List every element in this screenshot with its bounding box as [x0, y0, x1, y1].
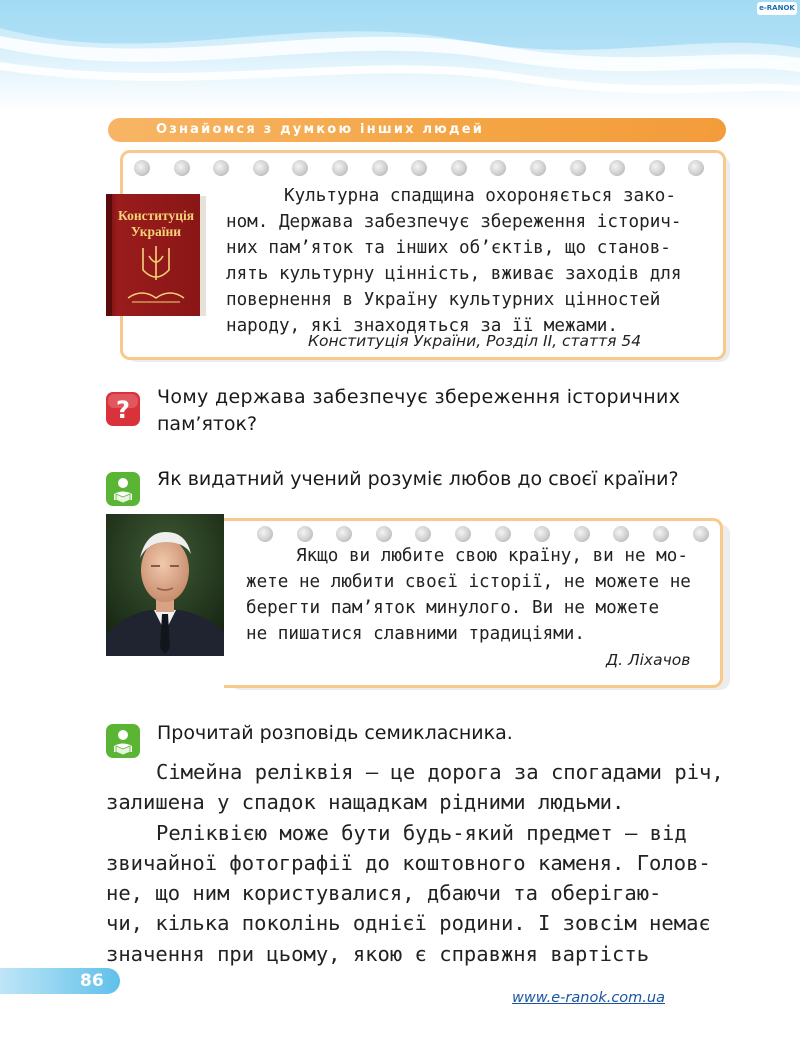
binding-ring	[693, 526, 709, 542]
constitution-source: Конституція України, Розділ ІІ, стаття 54	[308, 332, 642, 350]
binding-ring	[257, 526, 273, 542]
binding-ring	[336, 526, 352, 542]
likhachov-portrait-photo	[106, 514, 224, 656]
binding-ring	[411, 160, 427, 176]
binding-ring	[534, 526, 550, 542]
likhachov-quote-text	[246, 543, 706, 647]
scientist-task-text: Як видатний учений розуміє любов до своєї країни?	[157, 468, 679, 490]
quote-line: берегти пам’яток минулого. Ви не можете	[246, 598, 660, 618]
quote-line: народу, які знаходяться за її межами.	[226, 316, 618, 336]
constitution-book-image	[106, 194, 208, 318]
story-line: залишена у спадок нащадкам рідними людьми.	[106, 790, 625, 815]
publisher-website-link[interactable]: www.e-ranok.com.ua	[512, 990, 665, 1006]
likhachov-card-rings	[257, 526, 732, 542]
story-body	[106, 757, 726, 969]
binding-ring	[455, 526, 471, 542]
binding-ring	[415, 526, 431, 542]
svg-text:?: ?	[116, 396, 130, 424]
reading-icon	[106, 724, 140, 758]
likhachov-author: Д. Ліхачов	[606, 651, 691, 669]
binding-ring	[292, 160, 308, 176]
binding-ring	[649, 160, 665, 176]
book-title-line-2: України	[130, 224, 182, 239]
quote-line: не пишатися славними традиціями.	[246, 624, 585, 644]
constitution-card-rings	[134, 160, 728, 176]
binding-ring	[609, 160, 625, 176]
quote-line: ном. Держава забезпечує збереження історич-	[226, 212, 682, 232]
binding-ring	[332, 160, 348, 176]
binding-ring	[570, 160, 586, 176]
quote-line: Якщо ви любите свою країну, ви не мо-	[296, 546, 688, 566]
binding-ring	[451, 160, 467, 176]
binding-ring	[253, 160, 269, 176]
binding-ring	[495, 526, 511, 542]
book-title-line-1: Конституція	[117, 208, 195, 223]
story-line: чи, кілька поколінь однієї родини. І зовсім немає	[106, 911, 711, 936]
binding-ring	[574, 526, 590, 542]
binding-ring	[213, 160, 229, 176]
binding-ring	[174, 160, 190, 176]
page-number: 86	[80, 971, 104, 991]
question-line-1: Чому держава забезпечує збереження історичних	[157, 386, 681, 408]
publisher-logo: e-RANOK	[757, 2, 797, 15]
story-task-text: Прочитай розповідь семикласника.	[157, 722, 513, 744]
story-line: Реліквією може бути будь-який предмет — від	[156, 820, 687, 845]
binding-ring	[376, 526, 392, 542]
binding-ring	[134, 160, 150, 176]
quote-line: лять культурну цінність, вживає заходів для	[226, 264, 682, 284]
constitution-quote-text	[226, 183, 706, 339]
binding-ring	[688, 160, 704, 176]
binding-ring	[297, 526, 313, 542]
binding-ring	[613, 526, 629, 542]
binding-ring	[372, 160, 388, 176]
story-line: Сімейна реліквія — це дорога за спогадами річ,	[156, 760, 724, 784]
story-line: значення при цьому, якою є справжня вартість	[106, 941, 650, 966]
question-line-2: пам’яток?	[157, 413, 258, 435]
story-line: звичайної фотографії до коштовного каменя. Голов-	[106, 850, 711, 875]
binding-ring	[490, 160, 506, 176]
binding-ring	[530, 160, 546, 176]
quote-line: повернення в Україну культурних цінностей	[226, 290, 661, 310]
quote-line: них пам’яток та інших об’єктів, що станов-	[226, 238, 671, 258]
quote-line: Культурна спадщина охороняється зако-	[284, 186, 676, 206]
question-task-text	[157, 384, 680, 438]
question-icon	[106, 392, 140, 426]
quote-line: жете не любити своєї історії, не можете не	[246, 572, 691, 592]
binding-ring	[653, 526, 669, 542]
story-line: не, що ним користувалися, дбаючи та оберігаю-	[106, 881, 662, 906]
section-title: Ознайомся з думкою інших людей	[156, 122, 485, 137]
header-wave-decoration	[0, 0, 800, 110]
reading-icon	[106, 472, 140, 506]
